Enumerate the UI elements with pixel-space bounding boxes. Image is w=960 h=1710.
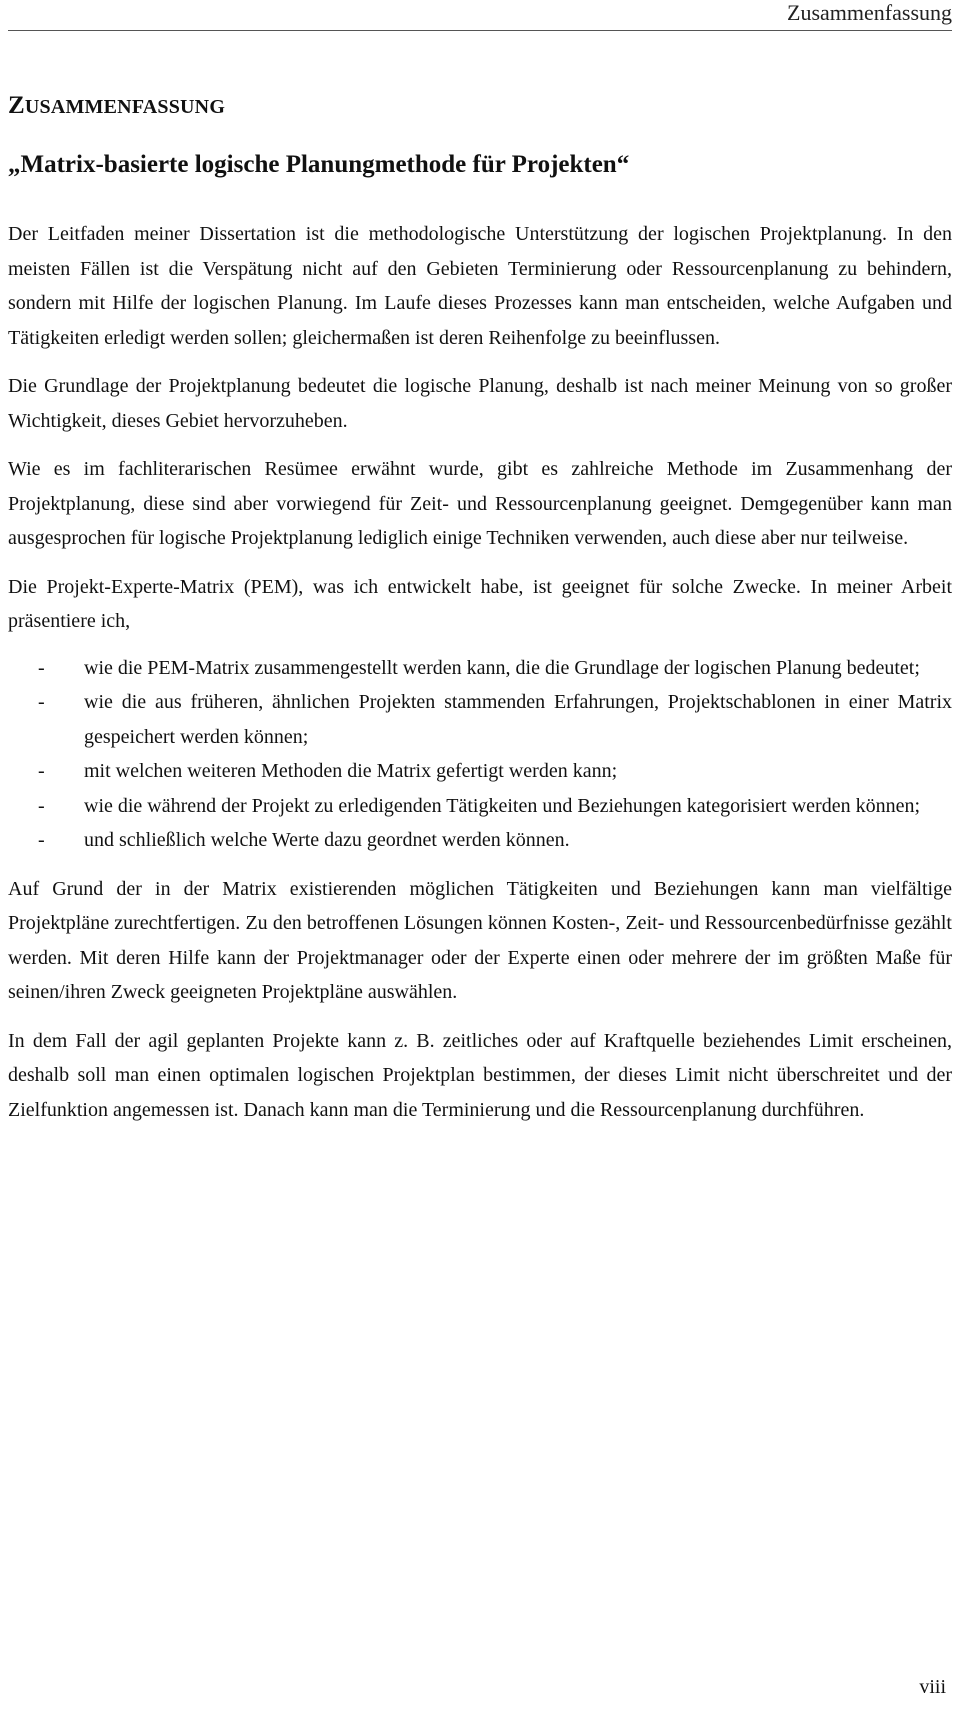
document-title: „Matrix-basierte logische Planungmethode für Projekten“ xyxy=(8,151,630,178)
bullet-text: und schließlich welche Werte dazu geordnet werden können. xyxy=(84,829,570,851)
body-paragraph-1: Der Leitfaden meiner Dissertation ist die methodologische Unterstützung der logischen Projektplanung. In den meisten Fällen ist die Verspätung nicht auf den Gebieten Terminierung oder Ressourcenplanung zu behindern, sondern mit Hilfe der logischen Planung. Im Laufe dieses Prozesses kann man entscheiden, welche Aufgaben und Tätigkeiten erledigt werden sollen; gleichermaßen ist deren Reihenfolge zu beeinflussen. xyxy=(8,223,952,349)
bullet-text: wie die während der Projekt zu erledigenden Tätigkeiten und Beziehungen kategorisiert werden können; xyxy=(84,794,921,817)
running-header xyxy=(8,0,952,31)
bullet-dash: - xyxy=(38,691,45,713)
body-paragraph-4: Die Projekt-Experte-Matrix (PEM), was ich entwickelt habe, ist geeignet für solche Zwecke. In meiner Arbeit präsentiere ich, xyxy=(8,575,952,632)
running-header-title: Zusammenfassung xyxy=(787,0,952,25)
bullet-dash: - xyxy=(38,794,45,817)
body-paragraph-6: In dem Fall der agil geplanten Projekte kann z. B. zeitliches oder auf Kraftquelle beziehendes Limit erscheinen, deshalb soll man einen optimalen logischen Projektplan bestimmen, der dieses Limit nicht überschreitet und der Zielfunktion angemessen ist. Danach kann man die Terminierung und die Ressourcenplanung durchführen. xyxy=(8,1029,952,1121)
body-paragraph-5: Auf Grund der in der Matrix existierenden möglichen Tätigkeiten und Beziehungen kann man vielfältige Projektpläne zurechtfertigen. Zu den betroffenen Lösungen können Kosten-, Zeit- und Ressourcenbedürfnisse gezählt werden. Mit deren Hilfe kann der Projektmanager oder der Experte einen oder mehrere der im größten Maße für seinen/ihren Zweck geeigneten Projektpläne auswählen. xyxy=(8,877,952,1003)
section-title xyxy=(8,86,952,127)
page-number: viii xyxy=(919,1676,946,1698)
bullet-dash: - xyxy=(38,760,45,782)
bullet-dash: - xyxy=(38,829,45,851)
bullet-item xyxy=(8,789,952,824)
section-title-initial: Z xyxy=(8,92,25,119)
bullet-dash: - xyxy=(38,656,45,679)
bullet-text: mit welchen weiteren Methoden die Matrix gefertigt werden kann; xyxy=(84,760,618,782)
body-paragraph-3: Wie es im fachliterarischen Resümee erwähnt wurde, gibt es zahlreiche Methode im Zusammenhang der Projektplanung, diese sind aber vorwiegend für Zeit- und Ressourcenplanung geeignet. Demgegenüber kann man ausgesprochen für logische Projektplanung lediglich einige Techniken verwenden, auch diese aber nur teilweise. xyxy=(8,458,952,549)
bullet-item xyxy=(8,685,952,754)
bullet-text: wie die PEM-Matrix zusammengestellt werden kann, die die Grundlage der logischen Planung bedeutet; xyxy=(84,656,920,679)
body-paragraph-2: Die Grundlage der Projektplanung bedeutet die logische Planung, deshalb ist nach meiner Meinung von so großer Wichtigkeit, dieses Gebiet hervorzuheben. xyxy=(8,375,952,432)
section-title-rest: USAMMENFASSUNG xyxy=(24,96,226,118)
bullet-text: wie die aus früheren, ähnlichen Projekten stammenden Erfahrungen, Projektschablonen in einer Matrix gespeichert werden können; xyxy=(84,691,952,748)
bullet-list xyxy=(8,651,952,858)
bullet-item xyxy=(8,823,952,858)
page-content xyxy=(8,86,952,1127)
bullet-item xyxy=(8,651,952,686)
bullet-item xyxy=(8,754,952,789)
